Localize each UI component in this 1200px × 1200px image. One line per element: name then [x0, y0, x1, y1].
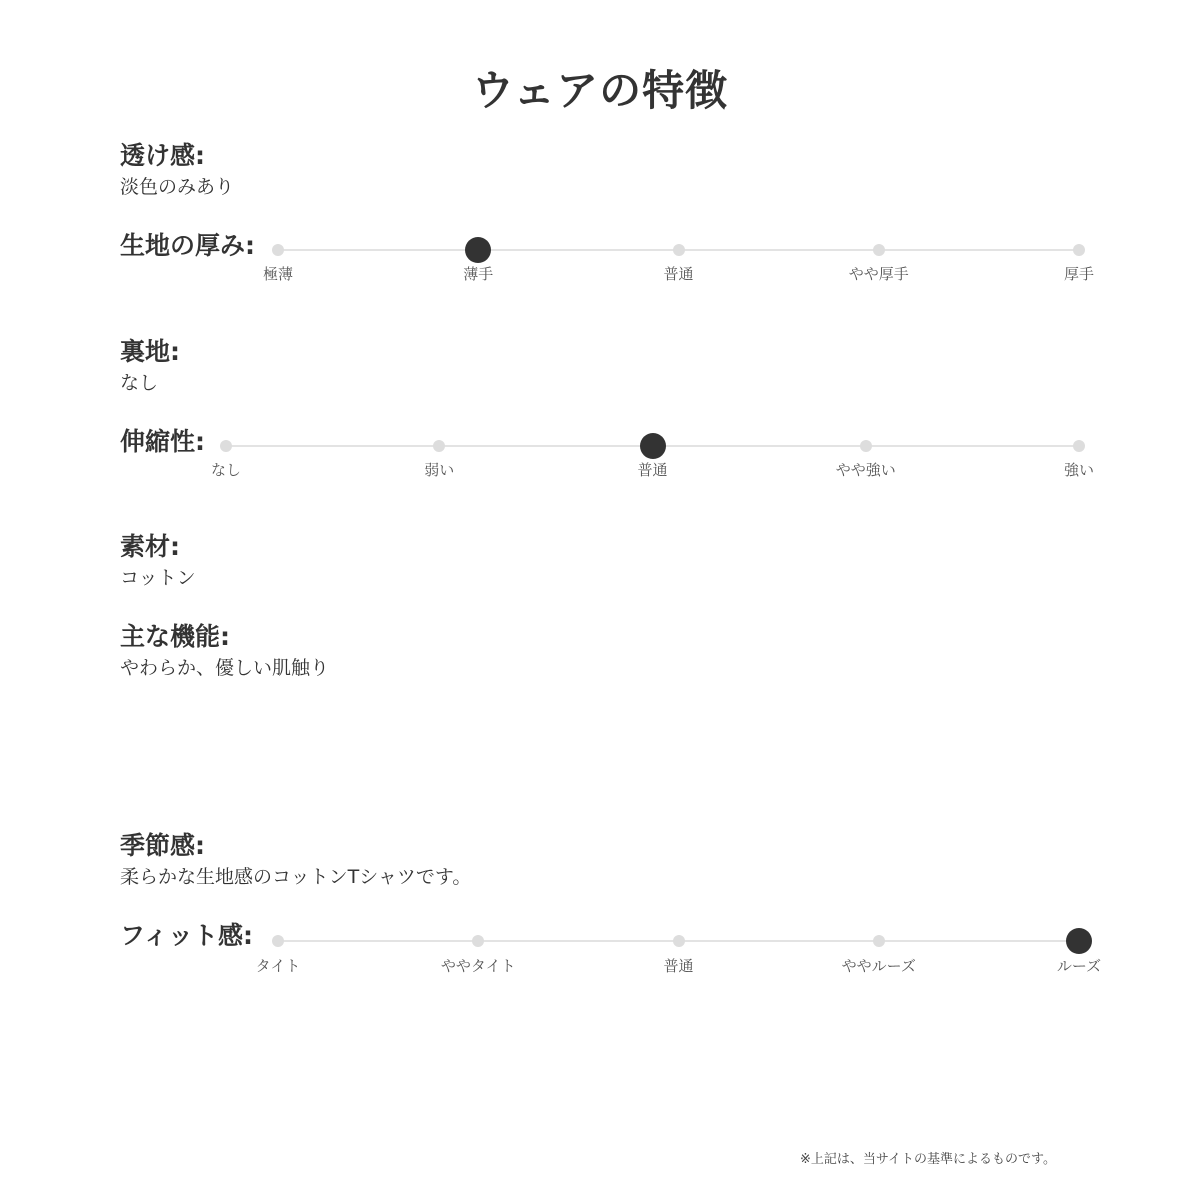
transparency-value: 淡色のみあり — [120, 176, 235, 198]
stretch-label: 伸縮性: — [120, 427, 205, 456]
footnote: ※上記は、当サイトの基準によるものです。 — [800, 1152, 1056, 1167]
transparency-label: 透け感: — [120, 141, 205, 170]
thickness-label: 生地の厚み: — [120, 231, 255, 260]
stretch-selected-marker — [640, 433, 666, 459]
stretch-option-label: やや強い — [835, 461, 896, 479]
fit-option-label: ルーズ — [1056, 957, 1102, 975]
fit-scale-point — [472, 935, 484, 947]
fit-option-label: ややタイト — [440, 957, 516, 975]
functions-label: 主な機能: — [120, 622, 230, 651]
stretch-option-label: なし — [210, 461, 242, 479]
stretch-scale-point — [433, 440, 445, 452]
fit-selected-marker — [1066, 928, 1092, 954]
fit-label: フィット感: — [120, 921, 253, 950]
season-value: 柔らかな生地感のコットンTシャツです。 — [120, 866, 472, 888]
thickness-scale-point — [873, 244, 885, 256]
stretch-option-label: 弱い — [424, 461, 455, 479]
lining-value: なし — [120, 372, 159, 394]
page-title: ウェアの特徴 — [471, 66, 729, 115]
material-label: 素材: — [120, 532, 180, 561]
season-label: 季節感: — [120, 831, 205, 860]
thickness-scale-point — [272, 244, 284, 256]
fit-option-label: ややルーズ — [841, 957, 916, 975]
stretch-scale-point — [860, 440, 872, 452]
thickness-scale-point — [673, 244, 685, 256]
lining-label: 裏地: — [120, 337, 180, 366]
fit-option-label: 普通 — [663, 957, 694, 975]
functions-value: やわらか、優しい肌触り — [120, 657, 330, 679]
stretch-scale-point — [220, 440, 232, 452]
thickness-option-label: 薄手 — [463, 265, 494, 283]
stretch-option-label: 強い — [1063, 461, 1095, 479]
thickness-option-label: 厚手 — [1063, 265, 1095, 283]
thickness-option-label: やや厚手 — [848, 265, 909, 283]
stretch-option-label: 普通 — [637, 461, 668, 479]
thickness-option-label: 普通 — [663, 265, 694, 283]
thickness-scale-point — [1073, 244, 1085, 256]
fit-option-label: タイト — [255, 957, 301, 975]
fit-scale-point — [873, 935, 885, 947]
thickness-selected-marker — [465, 237, 491, 263]
thickness-option-label: 極薄 — [262, 265, 294, 283]
fit-scale-point — [673, 935, 685, 947]
material-value: コットン — [120, 567, 196, 589]
fit-scale-point — [272, 935, 284, 947]
stretch-scale-point — [1073, 440, 1085, 452]
